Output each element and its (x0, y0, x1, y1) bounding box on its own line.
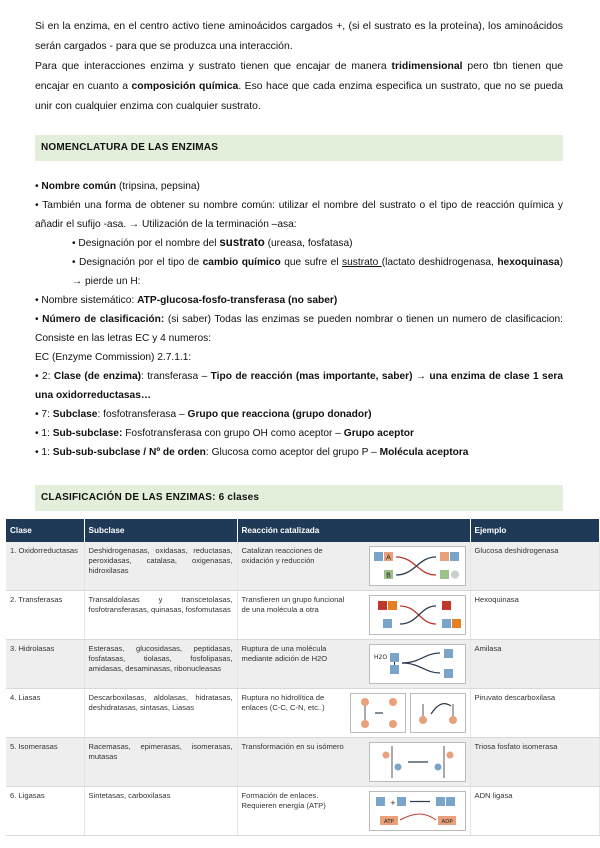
molecule-icon (450, 552, 459, 561)
molecule-icon (383, 619, 392, 628)
cell-reaccion (237, 738, 470, 787)
table-row (6, 689, 599, 738)
molecule-icon (444, 669, 453, 678)
reaccion-text: Ruptura de una molécula mediante adición de H2O (241, 644, 328, 663)
table-row (6, 542, 599, 591)
cell-clase: 3. Hidrolasas (6, 640, 84, 689)
column-header-reaccion: Reacción catalizada (237, 519, 470, 542)
section-heading-clasificacion: CLASIFICACIÓN DE LAS ENZIMAS: 6 clases (35, 485, 563, 511)
label-b: B (385, 571, 391, 580)
reaccion-text: Transfieren un grupo funcional de una molécula a otra (241, 595, 345, 614)
atom-icon (382, 752, 389, 759)
cell-ejemplo: Hexoquinasa (470, 591, 599, 640)
atom-icon (434, 764, 441, 771)
label-a: A (385, 553, 391, 562)
cell-reaccion (237, 689, 470, 738)
list-item: • Designación por el nombre del sustrato (ureasa, fosfatasa) (72, 237, 353, 249)
cell-clase: 6. Ligasas (6, 787, 84, 836)
list-item: EC (Enzyme Commission) 2.7.1.1: (35, 352, 192, 363)
cell-reaccion (237, 591, 470, 640)
arrow-icon (396, 557, 436, 575)
cell-subclase: Racemasas, epimerasas, isomerasas, mutasas (84, 738, 237, 787)
arrow-icon (400, 606, 436, 624)
list-item: • 1: Sub-subclase: Fosfotransferasa con grupo OH como aceptor – Grupo aceptor (35, 428, 414, 439)
table-header-row (6, 519, 599, 542)
molecule-icon (374, 552, 383, 561)
atom-icon (361, 698, 369, 706)
molecule-icon (390, 665, 399, 674)
reaccion-text: Transformación en su isómero (241, 742, 344, 751)
list-item: • Nombre sistemático: ATP-glucosa-fosfo-transferasa (no saber) (35, 295, 338, 306)
cell-reaccion (237, 542, 470, 591)
group-icon (452, 619, 461, 628)
ligation-diagram (369, 791, 466, 831)
molecule-icon (390, 653, 399, 662)
intro-paragraph-2: Para que interacciones enzima y sustrato tienen que encajar de manera tridimensional pero tbn tienen que encajar en cuanto a composición química. Eso hace que cada enzima especifica un sustrato, que no se pueda unir con cualquier enzima con cualquier sustrato. (35, 61, 563, 112)
cell-ejemplo: Amilasa (470, 640, 599, 689)
list-item: • 2: Clase (de enzima): transferasa – Tipo de reacción (mas importante, saber) → una enzima de clase 1 sera una oxidorreductasas… (35, 371, 564, 401)
atom-icon (389, 698, 397, 706)
cell-subclase: Sintetasas, carboxilasas (84, 787, 237, 836)
transfer-diagram (369, 595, 466, 635)
plus-label: + (389, 799, 396, 807)
table-row (6, 738, 599, 787)
cell-ejemplo: Piruvato descarboxilasa (470, 689, 599, 738)
molecule-icon (397, 797, 406, 806)
isomerization-diagram (369, 742, 466, 782)
column-header-subclase: Subclase (84, 519, 237, 542)
cell-clase: 2. Transferasas (6, 591, 84, 640)
molecule-icon (446, 797, 455, 806)
arrow-icon (400, 814, 436, 820)
lyase-diagram-1 (350, 693, 406, 733)
hydrolysis-diagram (369, 644, 466, 684)
atom-icon (361, 720, 369, 728)
molecule-icon (442, 601, 451, 610)
reaccion-text: Catalizan reacciones de oxidación y reducción (241, 546, 323, 565)
atom-icon (394, 764, 401, 771)
cell-subclase: Transaldolasas y transcetolasas, fosfotransferasas, quinasas, fosfomutasas (84, 591, 237, 640)
cell-ejemplo: ADN ligasa (470, 787, 599, 836)
column-header-ejemplo: Ejemplo (470, 519, 599, 542)
cell-ejemplo: Triosa fosfato isomerasa (470, 738, 599, 787)
cell-clase: 1. Oxidorreductasas (6, 542, 84, 591)
molecule-icon (436, 797, 445, 806)
molecule-icon (376, 797, 385, 806)
reaccion-text: Formación de enlaces. Requieren energía (ATP) (241, 791, 326, 810)
arrow-icon (402, 663, 440, 673)
molecule-icon (444, 649, 453, 658)
list-item: • 7: Subclase: fosfotransferasa – Grupo que reacciona (grupo donador) (35, 409, 372, 420)
lyase-diagram-2 (410, 693, 466, 733)
arrow-icon (402, 653, 440, 663)
cell-subclase: Esterasas, glucosidasas, peptidasas, fosfatasas, tiolasas, fosfolipasas, amidasas, desaminasas, ribonucleasas (84, 640, 237, 689)
molecule-b-icon (440, 570, 449, 579)
cell-ejemplo: Glucosa deshidrogenasa (470, 542, 599, 591)
adp-label: ADP (440, 819, 453, 825)
cell-clase: 4. Liasas (6, 689, 84, 738)
table-row (6, 591, 599, 640)
molecule-icon (442, 619, 451, 628)
cell-clase: 5. Isomerasas (6, 738, 84, 787)
molecule-a-icon (440, 552, 449, 561)
electron-icon (451, 571, 459, 579)
lyase-diagrams (350, 693, 466, 733)
atom-icon (446, 752, 453, 759)
list-item: • Número de clasificación: (si saber) Todas las enzimas se pueden nombrar o tienen un numero de clasificacion: Consiste en las letras EC y 4 numeros: (35, 314, 564, 344)
cell-subclase: Deshidrogenasas, oxidasas, reductasas, peroxidasas, catalasa, oxigenasas, hidroxilasas (84, 542, 237, 591)
section-heading-nomenclatura: NOMENCLATURA DE LAS ENZIMAS (35, 135, 563, 161)
enzyme-classification-table (6, 519, 600, 836)
list-item: • 1: Sub-sub-subclase / Nº de orden: Glucosa como aceptor del grupo P – Molécula aceptora (35, 447, 469, 458)
atp-label: ATP (383, 819, 394, 825)
water-label: H2O (373, 654, 387, 661)
atom-icon (389, 720, 397, 728)
cell-reaccion (237, 787, 470, 836)
molecule-icon (378, 601, 387, 610)
table-row (6, 787, 599, 836)
atom-icon (419, 716, 427, 724)
atom-icon (449, 716, 457, 724)
oxidoreduction-diagram (369, 546, 466, 586)
column-header-clase: Clase (6, 519, 84, 542)
list-item: • También una forma de obtener su nombre común: utilizar el nombre del sustrato o el tipo de reacción química y añadir el sufijo -asa. → Utilización de la terminación –asa: (35, 200, 563, 230)
group-icon (388, 601, 397, 610)
arrow-icon (431, 704, 451, 714)
list-item: • Nombre común (tripsina, pepsina) (35, 181, 200, 192)
reaccion-text: Ruptura no hidrolítica de enlaces (C-C, C-N, etc..) (241, 693, 325, 712)
cell-reaccion (237, 640, 470, 689)
list-item: • Designación por el tipo de cambio químico que sufre el sustrato (lactato deshidrogenasa, hexoquinasa) → pierde un H: (72, 257, 563, 287)
table-row (6, 640, 599, 689)
nomenclature-list (35, 177, 563, 462)
cell-subclase: Descarboxilasas, aldolasas, hidratasas, deshidratasas, sintasas, Liasas (84, 689, 237, 738)
intro-paragraph-1: Si en la enzima, en el centro activo tiene aminoácidos cargados +, (si el sustrato es la proteína), los aminoácidos serán cargados - para que se produzca una interacción. (35, 21, 563, 52)
